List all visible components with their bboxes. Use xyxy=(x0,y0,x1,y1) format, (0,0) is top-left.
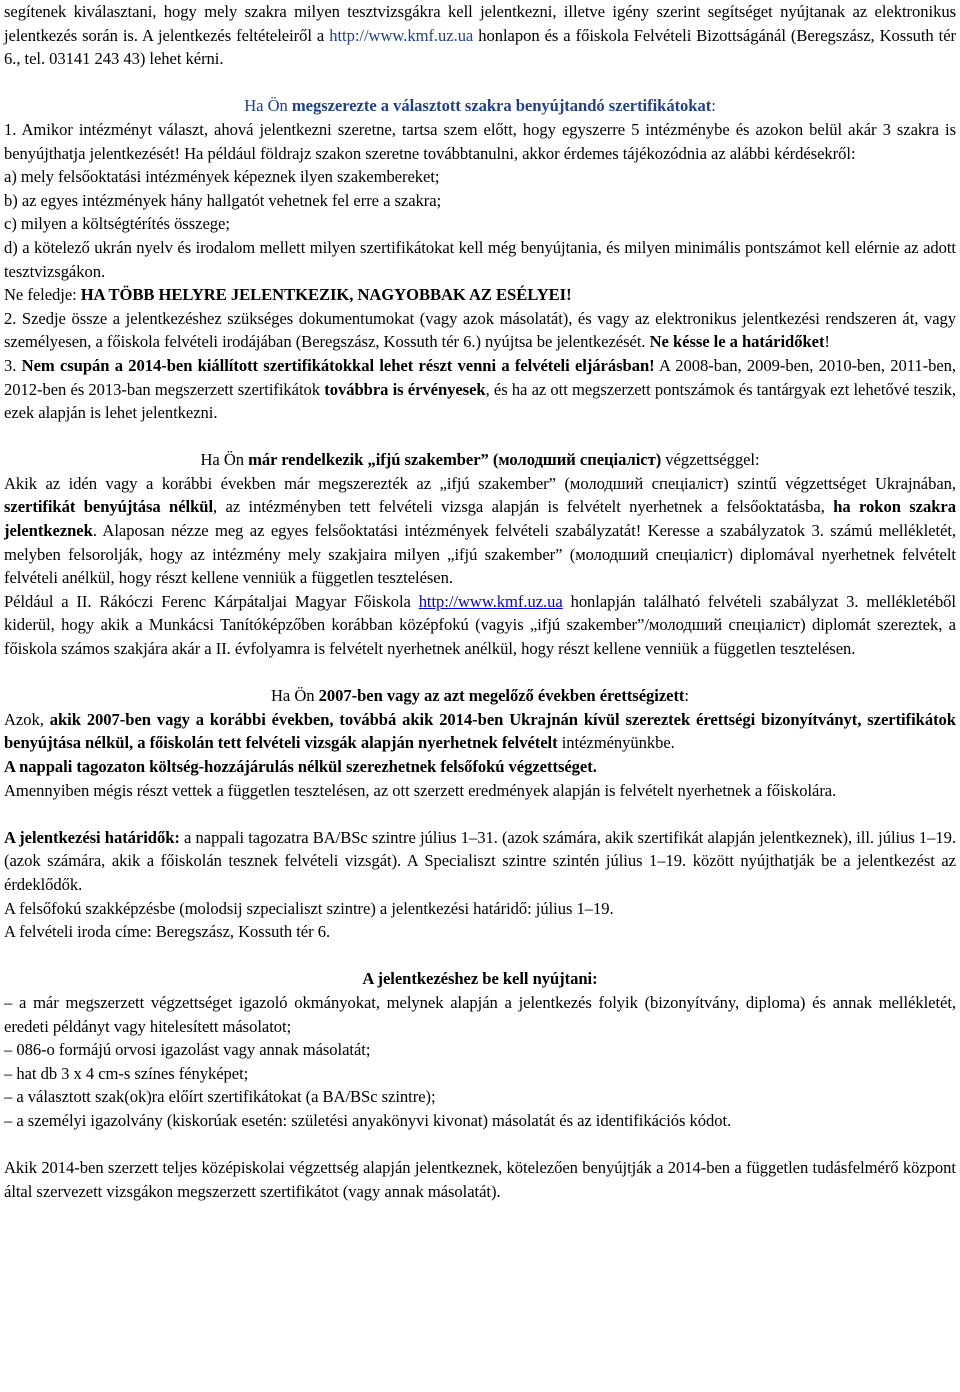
section4-address: A felvételi iroda címe: Beregszász, Kossuth tér 6. xyxy=(4,922,331,942)
intro-text-end: honlapon és a főiskola Felvételi Bizottságánál (Beregszász, Kossuth tér 6., tel. 03141 243 43) lehet kérni. xyxy=(4,25,956,69)
section3-paragraph2: A nappali tagozaton költség-hozzájárulás nélkül szerezhetnek felsőfokú végzettséget. xyxy=(4,757,597,776)
section2-paragraph1: Akik az idén vagy a korábbi években már megszerezték az „ifjú szakember” (молодший спеціаліст) szintű végzettséget Ukrajnában, szertifikát benyújtása nélkül, az intézményben tett felvételi vizsga alapján is felvételt nyerhetnek a felsőoktatásba, ha rokon szakra jelentkeznek. Alaposan nézze meg az egyes felsőoktatási intézmények felvételi szabályzatát! Keresse a szabályzatok 3. számú mellékletét, melyben felsorolják, hogy az intézmény mely szakjaira milyen „ifjú szakember” (молодший спеціаліст) diplomával nyerhetnek felvételt felvételi anélkül, hogy részt kellene venniük a független tesztelésen. xyxy=(4,473,956,588)
section5-heading: A jelentkezéshez be kell nyújtani: xyxy=(362,969,598,989)
section1-item-a: a) mely felsőoktatási intézmények képeznek ilyen szakembereket; xyxy=(4,167,440,187)
section1-paragraph2: 2. Szedje össze a jelentkezéshez szükséges dokumentumokat (vagy azok másolatát), és vagy az elektronikus jelentkezési rendszeren át, vagy személyesen, a főiskola felvételi irodájában (Beregszász, Kossuth tér 6.) nyújtsa be jelentkezését. Ne késse le a határidőket! xyxy=(4,308,956,352)
section1-paragraph1: 1. Amikor intézményt választ, ahová jelentkezni szeretne, tartsa szem előtt, hogy egyszerre 5 intézménybe és azokon belül akár 3 szakra is benyújthatja jelentkezését! Ha például földrajz szakon szeretne továbbtanulni, akkor érdemes tájékozódnia az alábbi kérdésekről: xyxy=(4,119,956,163)
spacer xyxy=(4,944,956,968)
spacer xyxy=(4,425,956,449)
list-item: – a személyi igazolvány (kiskorúak esetén: születési anyakönyvi kivonat) másolatát és az identifikációs kódot. xyxy=(4,1110,732,1130)
section3-paragraph1: Azok, akik 2007-ben vagy a korábbi években, továbbá akik 2014-ben Ukrajnán kívül szereztek érettségi bizonyítványt, szertifikátok benyújtása nélkül, a főiskolán tett felvételi vizsgák alapján nyerhetnek felvételt intézményünkbe. xyxy=(4,709,956,753)
intro-paragraph xyxy=(4,0,956,71)
section3-paragraph3: Amennyiben mégis részt vettek a független tesztelésen, az ott szerzett eredmények alapján is felvételt nyerhetnek a főiskolára. xyxy=(4,780,837,800)
section2-link[interactable]: http://www.kmf.uz.ua xyxy=(418,591,563,611)
section1-heading: Ha Ön megszerezte a választott szakra benyújtandó szertifikátokat: xyxy=(244,96,716,116)
list-item: – 086-o formájú orvosi igazolást vagy annak másolatát; xyxy=(4,1040,371,1060)
intro-link[interactable]: http://www.kmf.uz.ua xyxy=(329,25,474,45)
final-paragraph: Akik 2014-ben szerzett teljes középiskolai végzettség alapján jelentkeznek, kötelezően benyújtják a 2014-ben a független tudásfelmérő központ által szervezett vizsgákon megszerzett szertifikátot (vagy annak másolatát). xyxy=(4,1158,956,1201)
section1-item-c: c) milyen a költségtérítés összege; xyxy=(4,214,230,234)
spacer xyxy=(4,661,956,685)
section4-deadlines: A jelentkezési határidők: a nappali tagozatra BA/BSc szintre július 1–31. (azok számára, akik szertifikát alapján jelentkeznek), ill. július 1–19. (azok számára, akik a főiskolán tesznek felvételi vizsgát). A Specialiszt szintre szintén július 1–19. között nyújthatják be a jelentkezést az érdeklődők. xyxy=(4,827,956,894)
spacer xyxy=(4,1133,956,1157)
section2-paragraph2: Például a II. Rákóczi Ferenc Kárpátaljai Magyar Főiskola http://www.kmf.uz.ua honlapján található felvételi szabályzat 3. mellékletéből kiderül, hogy akik a Munkácsi Tanítóképzőben korábban középfokú (vagyis „ifjú szakember”/молодший спеціаліст) diplomát szereztek, a főiskola számos szakjára akár a II. évfolyamra is felvételt nyerhetnek anélkül, hogy részt kellene venniük a független tesztelésen. xyxy=(4,591,956,659)
list-item: – a választott szak(ok)ra előírt szertifikátokat (a BA/BSc szintre); xyxy=(4,1087,436,1107)
section2-heading: Ha Ön már rendelkezik „ifjú szakember” (молодший спеціаліст) végzettséggel: xyxy=(200,450,760,470)
spacer xyxy=(4,71,956,95)
section1-paragraph3: 3. Nem csupán a 2014-ben kiállított szertifikátokkal lehet részt venni a felvételi eljárásban! A 2008-ban, 2009-ben, 2010-ben, 2011-ben, 2012-ben és 2013-ban megszerzett szertifikátok továbbra is érvényesek, és ha az ott megszerzett pontszámok és tantárgyak ezt lehetővé teszik, ezek alapján is lehet jelentkezni. xyxy=(4,355,957,423)
list-item: – hat db 3 x 4 cm-s színes fényképet; xyxy=(4,1063,249,1083)
section1-note: Ne feledje: HA TÖBB HELYRE JELENTKEZIK, NAGYOBBAK AZ ESÉLYEI! xyxy=(4,285,572,305)
list-item: – a már megszerzett végzettséget igazoló okmányokat, melynek alapján a jelentkezés folyik (bizonyítvány, diploma) és annak mellékletét, eredeti példányt vagy hitelesített másolatot; xyxy=(4,992,956,1036)
intro-text: segítenek kiválasztani, hogy mely szakra milyen tesztvizsgákra kell jelentkezni, illetve igény szerint segítséget nyújtanak az elektronikus jelentkezés során is. A jelentkezés feltételeiről a xyxy=(4,2,956,45)
section1-item-b: b) az egyes intézmények hány hallgatót vehetnek fel erre a szakra; xyxy=(4,190,442,210)
section4-vocational: A felsőfokú szakképzésbe (molodsij szpecialiszt szintre) a jelentkezési határidő: július 1–19. xyxy=(4,898,614,918)
section3-heading: Ha Ön 2007-ben vagy az azt megelőző években érettségizett: xyxy=(271,686,689,706)
spacer xyxy=(4,802,956,826)
section1-item-d: d) a kötelező ukrán nyelv és irodalom mellett milyen szertifikátokat kell még benyújtania, és milyen minimális pontszámot kell elérnie az adott tesztvizsgákon. xyxy=(4,237,956,281)
